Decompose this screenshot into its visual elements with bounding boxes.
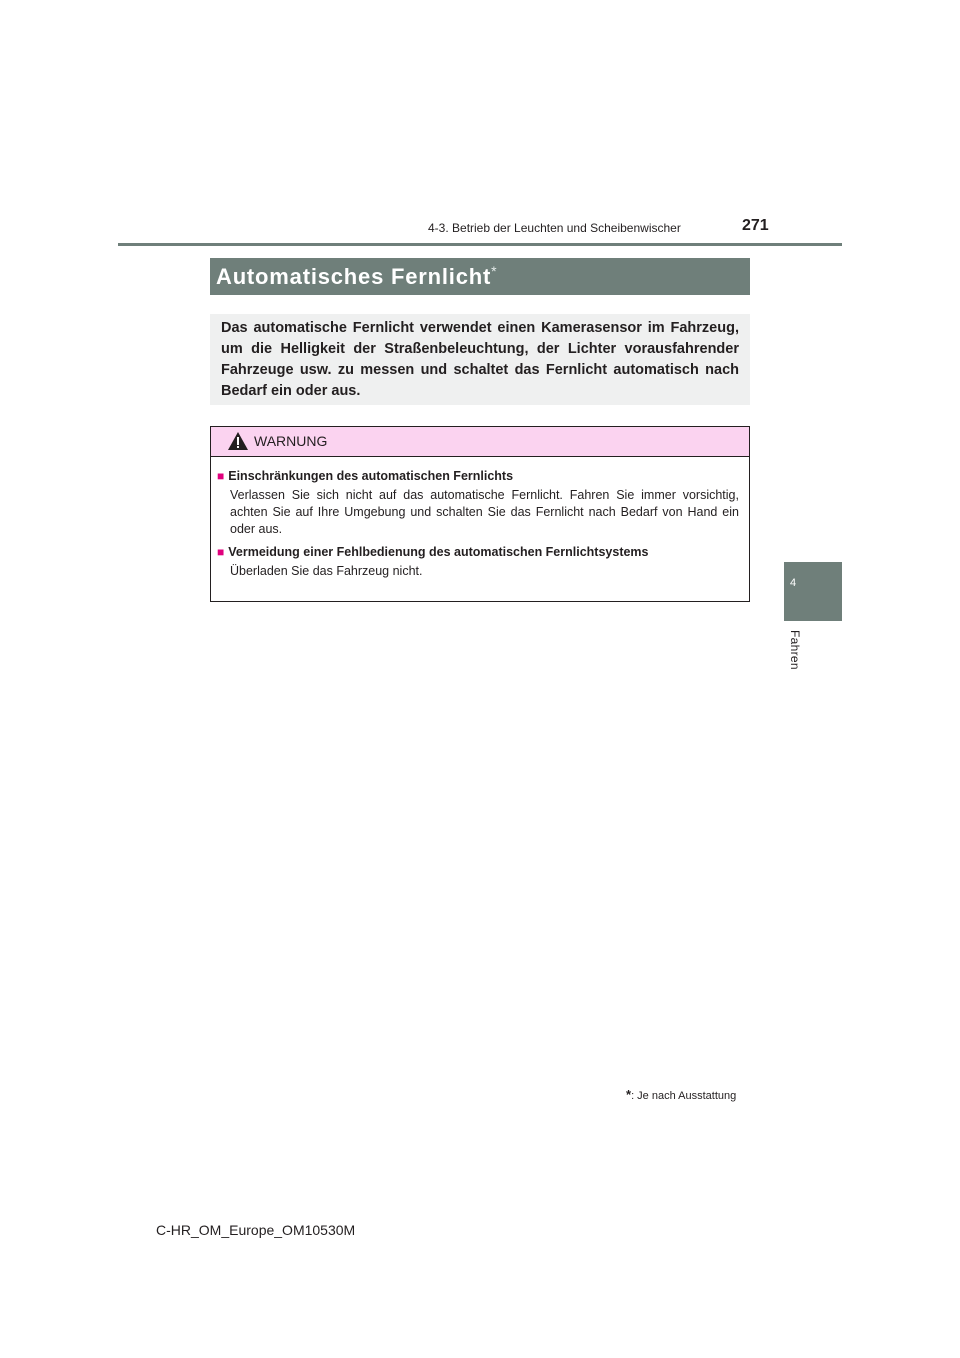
document-id: C-HR_OM_Europe_OM10530M xyxy=(156,1222,356,1238)
warning-item-title xyxy=(217,543,739,561)
footnote xyxy=(626,1087,736,1102)
page-number: 271 xyxy=(742,217,769,234)
footnote-text: : Je nach Ausstattung xyxy=(631,1090,737,1102)
square-bullet-icon: ■ xyxy=(217,545,225,559)
warning-item-title-text: Einschränkungen des automatischen Fernlichts xyxy=(228,469,514,483)
warning-box xyxy=(210,426,750,602)
square-bullet-icon: ■ xyxy=(217,469,225,483)
chapter-side-tab xyxy=(784,562,842,621)
header-rule xyxy=(118,243,842,246)
intro-text: Das automatische Fernlicht verwendet einen Kamerasensor im Fahrzeug, um die Helligkeit der Straßenbeleuchtung, der Lichter vorausfahrender Fahrzeuge usw. zu messen und schaltet das Fernlicht automatisch nach Bedarf ein oder aus. xyxy=(221,320,739,399)
warning-item-title-text: Vermeidung einer Fehlbedienung des automatischen Fernlichtsystems xyxy=(228,545,649,559)
warning-triangle-icon xyxy=(227,431,249,451)
intro-box xyxy=(210,314,750,405)
warning-label: WARNUNG xyxy=(254,433,328,449)
chapter-number: 4 xyxy=(790,577,797,589)
asterisk-icon: * xyxy=(491,263,497,279)
warning-body xyxy=(217,467,739,580)
asterisk-icon: * xyxy=(626,1087,632,1102)
section-title-bar xyxy=(210,258,750,295)
warning-item-text: Verlassen Sie sich nicht auf das automatische Fernlicht. Fahren Sie immer vorsichtig, achten Sie auf Ihre Umgebung und schalten Sie das Fernlicht nach Bedarf von Hand ein oder aus. xyxy=(230,488,739,536)
header-section-title: 4-3. Betrieb der Leuchten und Scheibenwischer xyxy=(428,221,681,235)
warning-header xyxy=(211,427,749,457)
warning-item-title xyxy=(217,467,739,485)
section-title: Automatisches Fernlicht xyxy=(216,264,492,289)
chapter-label: Fahren xyxy=(788,630,802,670)
warning-item-text: Überladen Sie das Fahrzeug nicht. xyxy=(230,564,423,578)
